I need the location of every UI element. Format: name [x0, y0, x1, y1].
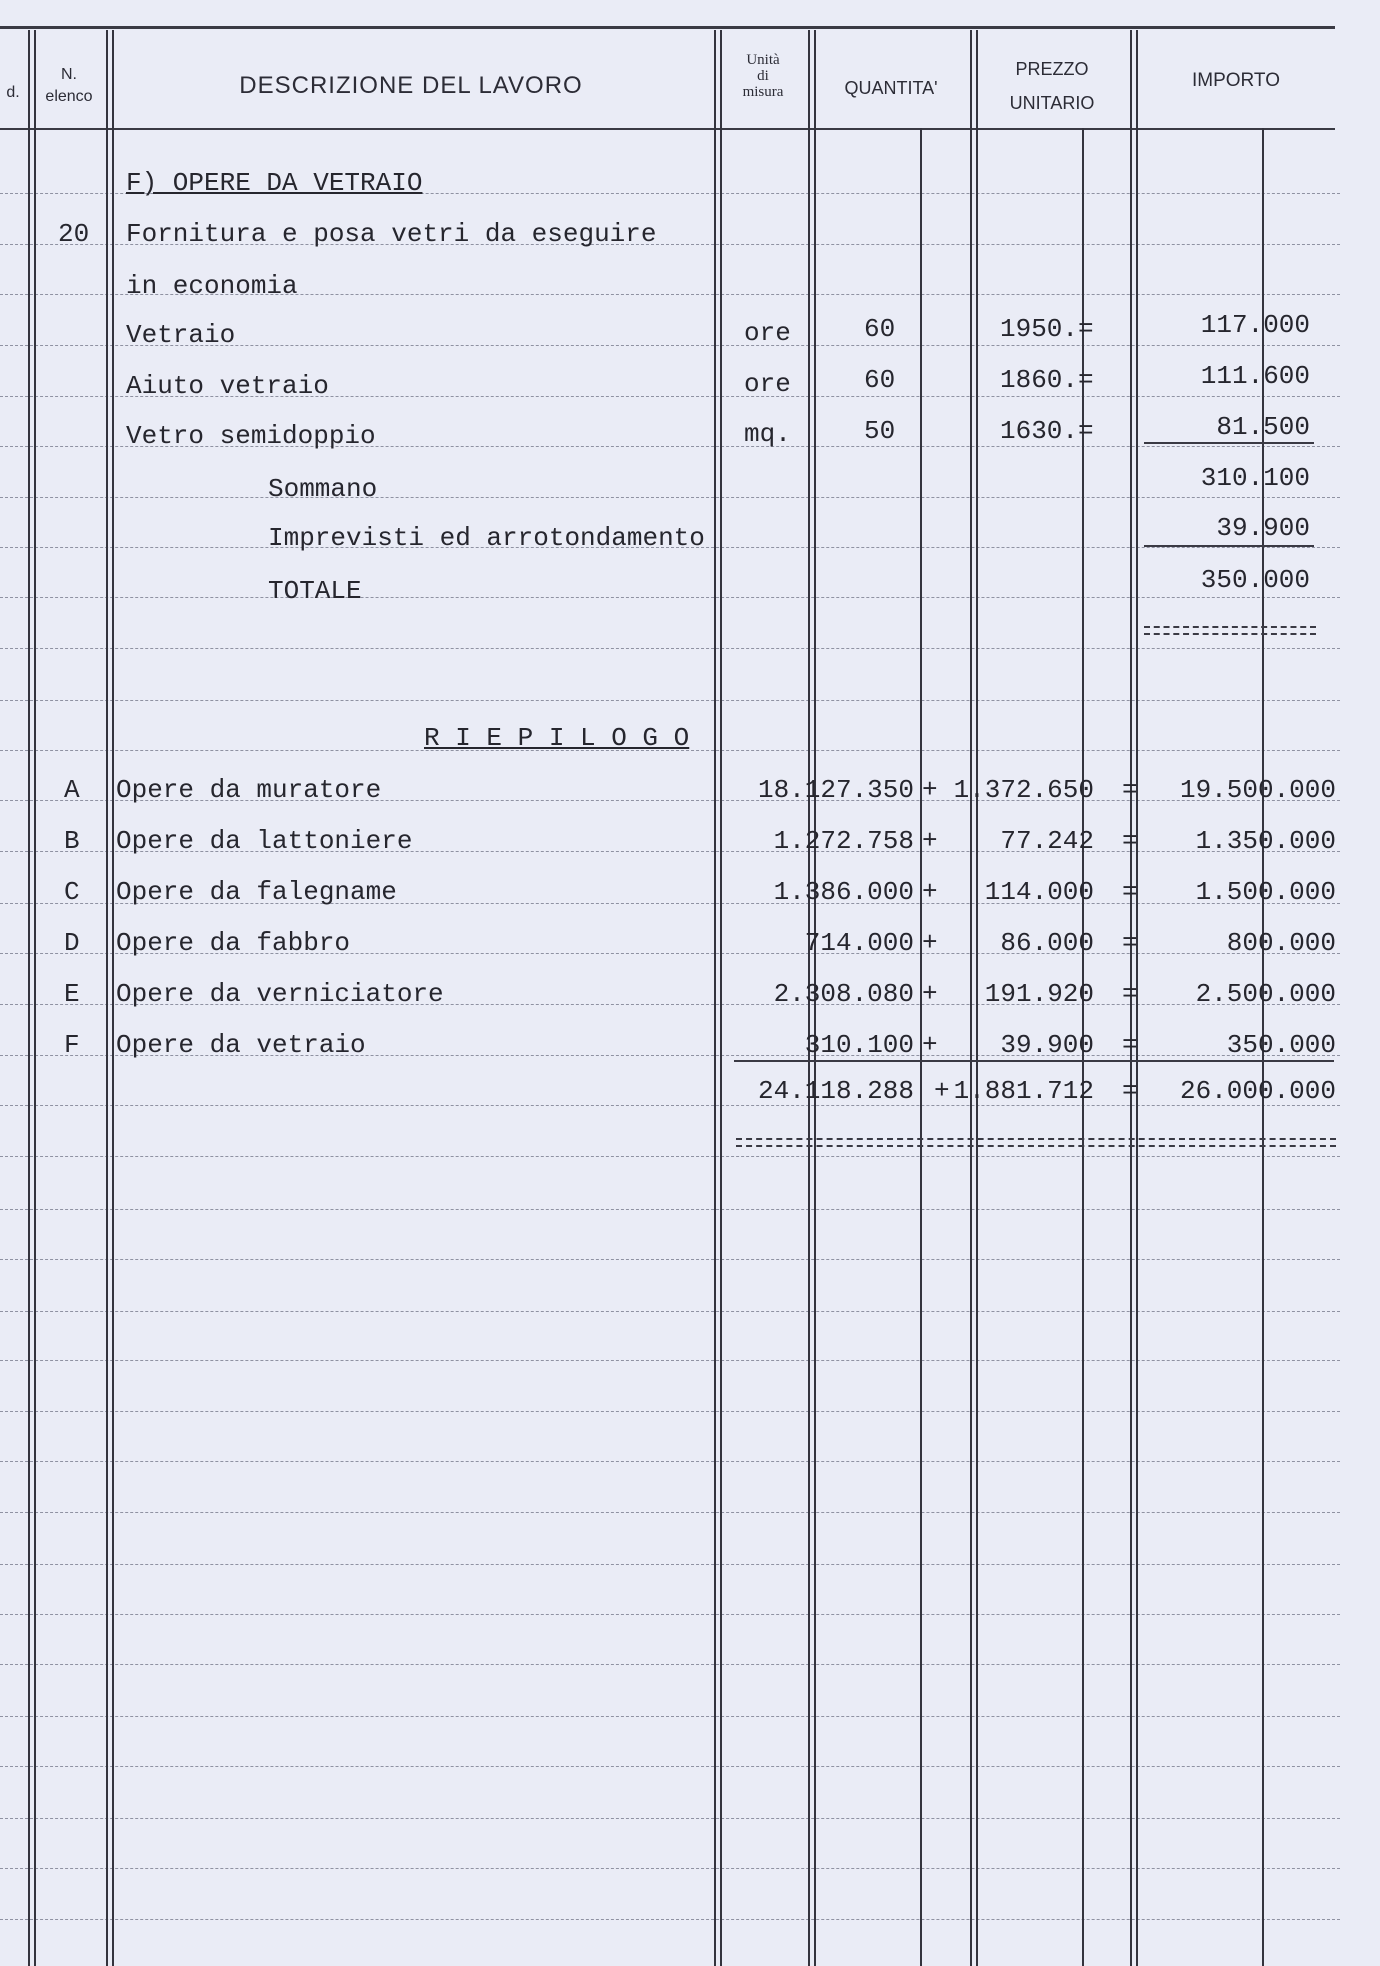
- grand-extra-total: 1.881.712: [953, 1076, 1094, 1106]
- item-description-line2: in economia: [126, 271, 298, 301]
- riepilogo-equals-sign: =: [1122, 979, 1138, 1009]
- riepilogo-equals-sign: =: [1122, 1030, 1138, 1060]
- riepilogo-letter: E: [64, 979, 80, 1009]
- header-col-d: d.: [6, 84, 20, 101]
- detail-unit-price: 1630.=: [1000, 416, 1094, 446]
- riepilogo-letter: B: [64, 826, 80, 856]
- ruled-line: [0, 1919, 1340, 1920]
- detail-amount: 81.500: [1216, 412, 1310, 442]
- header-prezzo-unitario: [976, 52, 1128, 120]
- ruled-line: [0, 1868, 1340, 1869]
- ruled-line: [0, 497, 1340, 498]
- header-di-label: di: [757, 68, 769, 84]
- imprevisti-label: Imprevisti ed arrotondamento: [268, 523, 705, 553]
- ruled-line: [0, 648, 1340, 649]
- riepilogo-equals-sign: =: [1122, 928, 1138, 958]
- grand-base-total: 24.118.288: [757, 1076, 914, 1106]
- riepilogo-plus-sign: +: [922, 877, 938, 907]
- riepilogo-letter: C: [64, 877, 80, 907]
- grand-plus-sign: +: [934, 1076, 950, 1106]
- ruled-line: [0, 1818, 1340, 1819]
- riepilogo-extra-amount: 86.000: [1000, 928, 1094, 958]
- ruled-line: [0, 1156, 1340, 1157]
- riepilogo-base-amount: 1.386.000: [773, 877, 914, 907]
- detail-quantity: 60: [864, 314, 896, 344]
- detail-description: Vetro semidoppio: [126, 421, 376, 451]
- riepilogo-letter: D: [64, 928, 80, 958]
- sommano-value: 310.100: [1200, 463, 1310, 493]
- ruled-line: [0, 1411, 1340, 1412]
- detail-amount: 117.000: [1200, 310, 1310, 340]
- sommano-label: Sommano: [268, 474, 378, 504]
- riepilogo-base-amount: 18.127.350: [757, 775, 914, 805]
- detail-unit-price: 1950.=: [1000, 314, 1094, 344]
- riepilogo-total: 1.350.000: [1195, 826, 1336, 856]
- header-descrizione: DESCRIZIONE DEL LAVORO: [239, 72, 583, 99]
- riepilogo-total: 2.500.000: [1195, 979, 1336, 1009]
- ruled-line: [0, 700, 1340, 701]
- column-line: [28, 30, 36, 1966]
- header-n-label: N.: [61, 66, 77, 83]
- totale-value: 350.000: [1200, 565, 1310, 595]
- grand-equals-sign: =: [1122, 1076, 1138, 1106]
- header-misura-label: misura: [742, 84, 784, 100]
- subtotal-underline: [1144, 442, 1314, 444]
- riepilogo-title: R I E P I L O G O: [424, 723, 690, 753]
- riepilogo-plus-sign: +: [922, 826, 938, 856]
- riepilogo-base-amount: 714.000: [804, 928, 914, 958]
- riepilogo-total: 1.500.000: [1195, 877, 1336, 907]
- ruled-line: [0, 1105, 1340, 1106]
- riepilogo-base-amount: 2.308.080: [773, 979, 914, 1009]
- riepilogo-description: Opere da lattoniere: [116, 826, 413, 856]
- header-elenco-label: elenco: [45, 88, 93, 105]
- riepilogo-equals-sign: =: [1122, 775, 1138, 805]
- header-importo: IMPORTO: [1192, 70, 1280, 91]
- header-unita-di-misura: [720, 52, 806, 100]
- ruled-line: [0, 1360, 1340, 1361]
- detail-amount: 111.600: [1200, 361, 1310, 391]
- grand-total: 26.000.000: [1179, 1076, 1336, 1106]
- ruled-line: [0, 1766, 1340, 1767]
- ruled-line: [0, 1311, 1340, 1312]
- ruled-line: [0, 1664, 1340, 1665]
- ruled-line: [0, 1716, 1340, 1717]
- ruled-line: [0, 1461, 1340, 1462]
- grand-total-double-underline: [736, 1138, 1336, 1147]
- header-unita-label: Unità: [746, 52, 780, 68]
- totale-double-underline: [1144, 626, 1316, 635]
- detail-unit: ore: [744, 318, 791, 348]
- detail-description: Vetraio: [126, 320, 236, 350]
- riepilogo-plus-sign: +: [922, 928, 938, 958]
- riepilogo-description: Opere da falegname: [116, 877, 397, 907]
- riepilogo-subtotal-line: [734, 1060, 1334, 1062]
- section-f-title: F) OPERE DA VETRAIO: [126, 168, 423, 198]
- riepilogo-total: 800.000: [1226, 928, 1336, 958]
- riepilogo-plus-sign: +: [922, 775, 938, 805]
- header-unitario-label: UNITARIO: [1009, 93, 1095, 113]
- item-number: 20: [58, 219, 90, 249]
- riepilogo-equals-sign: =: [1122, 826, 1138, 856]
- riepilogo-total: 19.500.000: [1179, 775, 1336, 805]
- imprevisti-value: 39.900: [1216, 513, 1310, 543]
- riepilogo-plus-sign: +: [922, 1030, 938, 1060]
- detail-unit-price: 1860.=: [1000, 365, 1094, 395]
- header-n-elenco: [34, 64, 104, 108]
- riepilogo-letter: F: [64, 1030, 80, 1060]
- totale-label: TOTALE: [268, 576, 362, 606]
- ruled-line: [0, 1259, 1340, 1260]
- riepilogo-description: Opere da fabbro: [116, 928, 351, 958]
- ruled-line: [0, 597, 1340, 598]
- detail-description: Aiuto vetraio: [126, 371, 329, 401]
- top-border: [0, 26, 1335, 29]
- riepilogo-equals-sign: =: [1122, 877, 1138, 907]
- detail-unit: mq.: [744, 419, 791, 449]
- riepilogo-extra-amount: 114.000: [984, 877, 1094, 907]
- detail-unit: ore: [744, 369, 791, 399]
- detail-quantity: 60: [864, 365, 896, 395]
- ruled-line: [0, 1512, 1340, 1513]
- header-prezzo-label: PREZZO: [1015, 59, 1089, 79]
- riepilogo-letter: A: [64, 775, 80, 805]
- detail-quantity: 50: [864, 416, 896, 446]
- riepilogo-base-amount: 310.100: [804, 1030, 914, 1060]
- riepilogo-description: Opere da verniciatore: [116, 979, 444, 1009]
- riepilogo-extra-amount: 39.900: [1000, 1030, 1094, 1060]
- riepilogo-extra-amount: 191.920: [984, 979, 1094, 1009]
- imprevisti-underline: [1144, 545, 1314, 547]
- riepilogo-plus-sign: +: [922, 979, 938, 1009]
- column-line: [106, 30, 114, 1966]
- riepilogo-total: 350.000: [1226, 1030, 1336, 1060]
- header-quantita: QUANTITA': [844, 78, 938, 98]
- riepilogo-extra-amount: 1.372.650: [953, 775, 1094, 805]
- ruled-line: [0, 1209, 1340, 1210]
- riepilogo-description: Opere da vetraio: [116, 1030, 366, 1060]
- riepilogo-base-amount: 1.272.758: [773, 826, 914, 856]
- ruled-line: [0, 1564, 1340, 1565]
- ruled-line: [0, 1614, 1340, 1615]
- riepilogo-extra-amount: 77.242: [1000, 826, 1094, 856]
- item-description-line1: Fornitura e posa vetri da eseguire: [126, 219, 657, 249]
- riepilogo-description: Opere da muratore: [116, 775, 382, 805]
